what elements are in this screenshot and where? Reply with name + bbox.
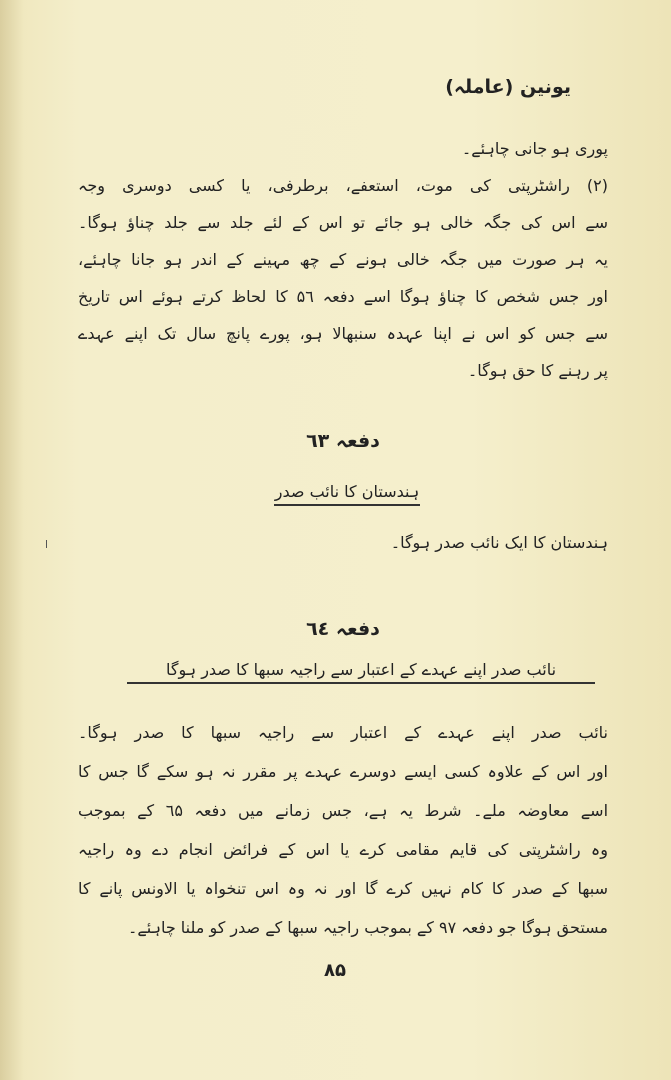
text-line: اور جس شخص کا چناؤ ہوگا اسے دفعہ ۵٦ کا لحاظ کرتے ہوئے اس تاریخ	[78, 287, 608, 306]
text-line: اسے معاوضہ ملے۔ شرط یہ ہے، جس زمانے میں دفعہ ٦۵ کے بموجب	[78, 801, 608, 820]
running-header: یونین (عاملہ)	[445, 76, 571, 98]
text-line: سبھا کے صدر کا کام نہیں کرے گا اور نہ وہ اس تنخواہ یا الاونس پانے کا	[78, 879, 608, 898]
text-line: پر رہنے کا حق ہوگا۔	[467, 361, 608, 380]
text-line: ہندستان کا ایک نائب صدر ہوگا۔	[390, 533, 608, 552]
section-63-subtitle: ہندستان کا نائب صدر	[274, 482, 420, 506]
text-line: یہ ہر صورت میں جگہ خالی ہونے کے چھ مہینے کے اندر ہو جانا چاہئے،	[78, 250, 608, 269]
text-line: سے جس کو اس نے اپنا عہدہ سنبھالا ہو، پورے پانچ سال تک اپنے عہدے	[78, 324, 608, 343]
section-64-heading: دفعہ ٦٤	[306, 618, 380, 640]
text-line: اور اس کے علاوہ کسی ایسے دوسرے عہدے پر مقرر نہ ہو سکے گا جس کا	[78, 762, 608, 781]
section-64-body	[78, 713, 608, 947]
margin-mark	[46, 540, 47, 548]
text-line: (۲) راشٹرپتی کی موت، استعفے، برطرفی، یا کسی دوسری وجہ	[78, 176, 608, 195]
section-63-body	[78, 528, 608, 558]
text-line: نائب صدر اپنے عہدے کے اعتبار سے راجیہ سبھا کا صدر ہوگا۔	[78, 723, 608, 742]
text-line: وہ راشٹرپتی کی قایم مقامی کرے یا اس کے فرائض انجام دے وہ راجیہ	[78, 840, 608, 859]
text-line: مستحق ہوگا جو دفعہ ۹۷ کے بموجب راجیہ سبھا کے صدر کو ملنا چاہئے۔	[128, 918, 608, 937]
section-64-subtitle: نائب صدر اپنے عہدے کے اعتبار سے راجیہ سبھا کا صدر ہوگا	[127, 660, 595, 684]
section-63-heading: دفعہ ٦٣	[306, 430, 380, 452]
page-number: ۸۵	[324, 960, 346, 981]
continued-paragraph	[78, 130, 608, 389]
text-line: سے اس کی جگہ خالی ہو جائے تو اس کے لئے جلد سے جلد چناؤ ہوگا۔	[78, 213, 608, 232]
text-line: پوری ہو جانی چاہئے۔	[461, 139, 608, 158]
